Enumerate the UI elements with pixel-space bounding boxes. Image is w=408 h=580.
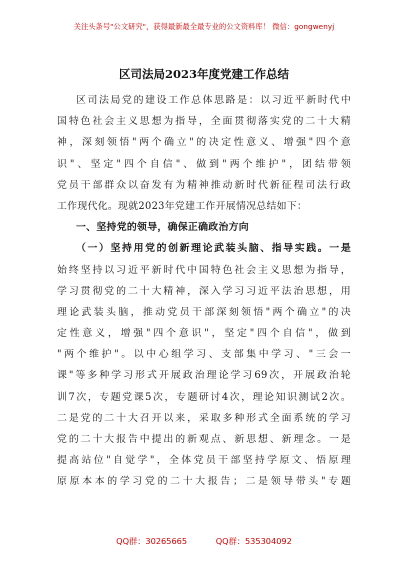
- body-line: 党员干部群众以奋发有为精神推动新时代新征程司法行政: [57, 179, 351, 191]
- section-heading: 一、坚持党的领导，确保正确政治方向: [76, 222, 249, 234]
- body-line: 原原本本的学习党的二十大报告；二是领导带头"专题: [57, 476, 351, 488]
- body-line: 始终坚持以习近平新时代中国特色社会主义思想为指导，: [57, 264, 351, 276]
- footer-contact: [0, 536, 408, 547]
- subsection-heading: （一）坚持用党的创新理论武装头脑、指导实践。一是: [76, 243, 351, 255]
- body-line: 训7次，专题党课5次，专题研讨4次，理论知识测试2次。: [57, 391, 351, 403]
- body-line: 工作现代化。现就2023年党建工作开展情况总结如下：: [57, 200, 308, 212]
- body-line: 课"等多种学习形式开展政治理论学习69次，开展政治轮: [57, 370, 351, 382]
- footer-qq-group-1: QQ群：30265665: [116, 536, 188, 546]
- document-body: [57, 90, 351, 493]
- body-line: 区司法局党的建设工作总体思路是：以习近平新时代中: [76, 95, 351, 106]
- document-title: 区司法局2023年度党建工作总结: [118, 67, 289, 81]
- footer-qq-group-2: QQ群：535304092: [215, 536, 292, 546]
- body-line: 神，深刻领悟"两个确立"的决定性意义、增强"四个意: [57, 137, 351, 149]
- body-line: 党的二十大报告中提出的新观点、新思想、新理念。一是: [57, 434, 351, 445]
- body-line: 定性意义，增强"四个意识"，坚定"四个自信"，做到: [57, 328, 351, 340]
- header-banner: 关注头条号"公文研究"，获得最新最全最专业的公文资料库！ 微信：gongwenyj: [73, 22, 335, 31]
- body-line: 识"、坚定"四个自信"、做到"两个维护"，团结带领: [57, 158, 351, 170]
- body-line: 二是党的二十大召开以来，采取多种形式全面系统的学习: [57, 412, 351, 424]
- body-line: 学习贯彻党的二十大精神，深入学习习近平法治思想，用: [57, 285, 351, 297]
- body-line: 国特色社会主义思想为指导，全面贯彻落实党的二十大精: [57, 116, 351, 128]
- body-line: 提高站位"自觉学"，全体党员干部坚持学原文、悟原理: [57, 455, 351, 467]
- body-line: 理论武装头脑，推动党员干部深刻领悟"两个确立"的决: [57, 306, 351, 318]
- body-line: "两个维护"。以中心组学习、支部集中学习、"三会一: [57, 349, 351, 361]
